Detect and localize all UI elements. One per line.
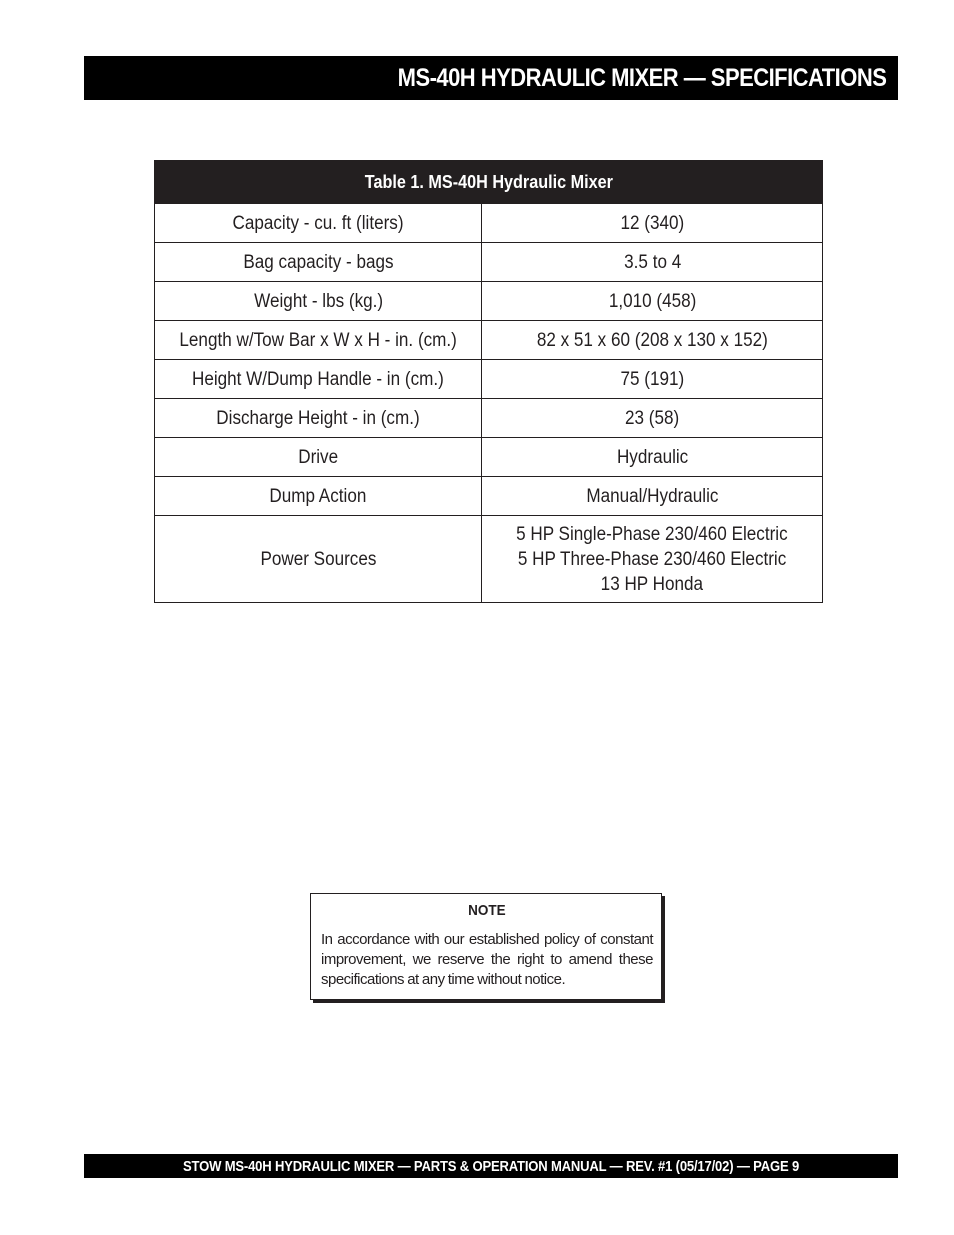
spec-label-text: Drive [298, 446, 339, 468]
spec-value [482, 204, 823, 243]
table-caption-text: Table 1. MS-40H Hydraulic Mixer [364, 171, 613, 192]
spec-label [155, 477, 482, 516]
footer-text: STOW MS-40H HYDRAULIC MIXER — PARTS & OPERATION MANUAL — REV. #1 (05/17/02) — PAGE 9 [182, 1157, 800, 1175]
table-caption [155, 161, 823, 204]
power-source-line: 5 HP Single-Phase 230/460 Electric [516, 523, 789, 545]
note-box [310, 893, 662, 1000]
power-source-line: 13 HP Honda [601, 573, 704, 595]
table-row [155, 516, 823, 603]
table-row [155, 477, 823, 516]
spec-value-text: Manual/Hydraulic [586, 485, 719, 507]
spec-label [155, 243, 482, 282]
note-title-text: NOTE [468, 902, 506, 919]
table-row [155, 243, 823, 282]
spec-value [482, 282, 823, 321]
table-row [155, 360, 823, 399]
spec-label-text: Capacity - cu. ft (liters) [232, 212, 404, 234]
spec-value [482, 360, 823, 399]
spec-label-text: Discharge Height - in (cm.) [216, 407, 420, 429]
table-header-row [155, 161, 823, 204]
power-source-line: 5 HP Three-Phase 230/460 Electric [518, 548, 787, 570]
page-title-bar [84, 56, 898, 100]
table-row [155, 282, 823, 321]
spec-value [482, 438, 823, 477]
spec-label [155, 438, 482, 477]
page-footer [84, 1154, 898, 1178]
spec-label-text: Height W/Dump Handle - in (cm.) [192, 368, 445, 390]
spec-value-text: 82 x 51 x 60 (208 x 130 x 152) [536, 329, 768, 351]
specifications-table [154, 160, 823, 603]
spec-label-text: Weight - lbs (kg.) [253, 290, 383, 312]
table-row [155, 321, 823, 360]
spec-label [155, 321, 482, 360]
spec-label-text: Dump Action [269, 485, 367, 507]
spec-label [155, 399, 482, 438]
spec-label [155, 360, 482, 399]
spec-label [155, 516, 482, 603]
note-body: In accordance with our established policy of constant improvement, we reserve the right to amend these specifications at any time without notice. [321, 931, 653, 988]
spec-value [482, 243, 823, 282]
spec-value-text: 3.5 to 4 [623, 251, 681, 273]
spec-label [155, 204, 482, 243]
table-row [155, 438, 823, 477]
spec-value-text: 23 (58) [625, 407, 680, 429]
spec-value-text: 12 (340) [620, 212, 685, 234]
table-row [155, 399, 823, 438]
spec-value [482, 477, 823, 516]
table-row [155, 204, 823, 243]
page-title: MS-40H HYDRAULIC MIXER — SPECIFICATIONS [397, 63, 886, 92]
spec-label-text: Length w/Tow Bar x W x H - in. (cm.) [179, 329, 457, 351]
note-title [321, 902, 653, 919]
spec-value [482, 321, 823, 360]
spec-label [155, 282, 482, 321]
spec-value [482, 516, 823, 603]
spec-value-text: 75 (191) [620, 368, 685, 390]
spec-value [482, 399, 823, 438]
spec-value-text: Hydraulic [616, 446, 688, 468]
spec-value-text: 1,010 (458) [608, 290, 696, 312]
spec-label-text: Bag capacity - bags [243, 251, 394, 273]
spec-label-text: Power Sources [260, 548, 377, 570]
